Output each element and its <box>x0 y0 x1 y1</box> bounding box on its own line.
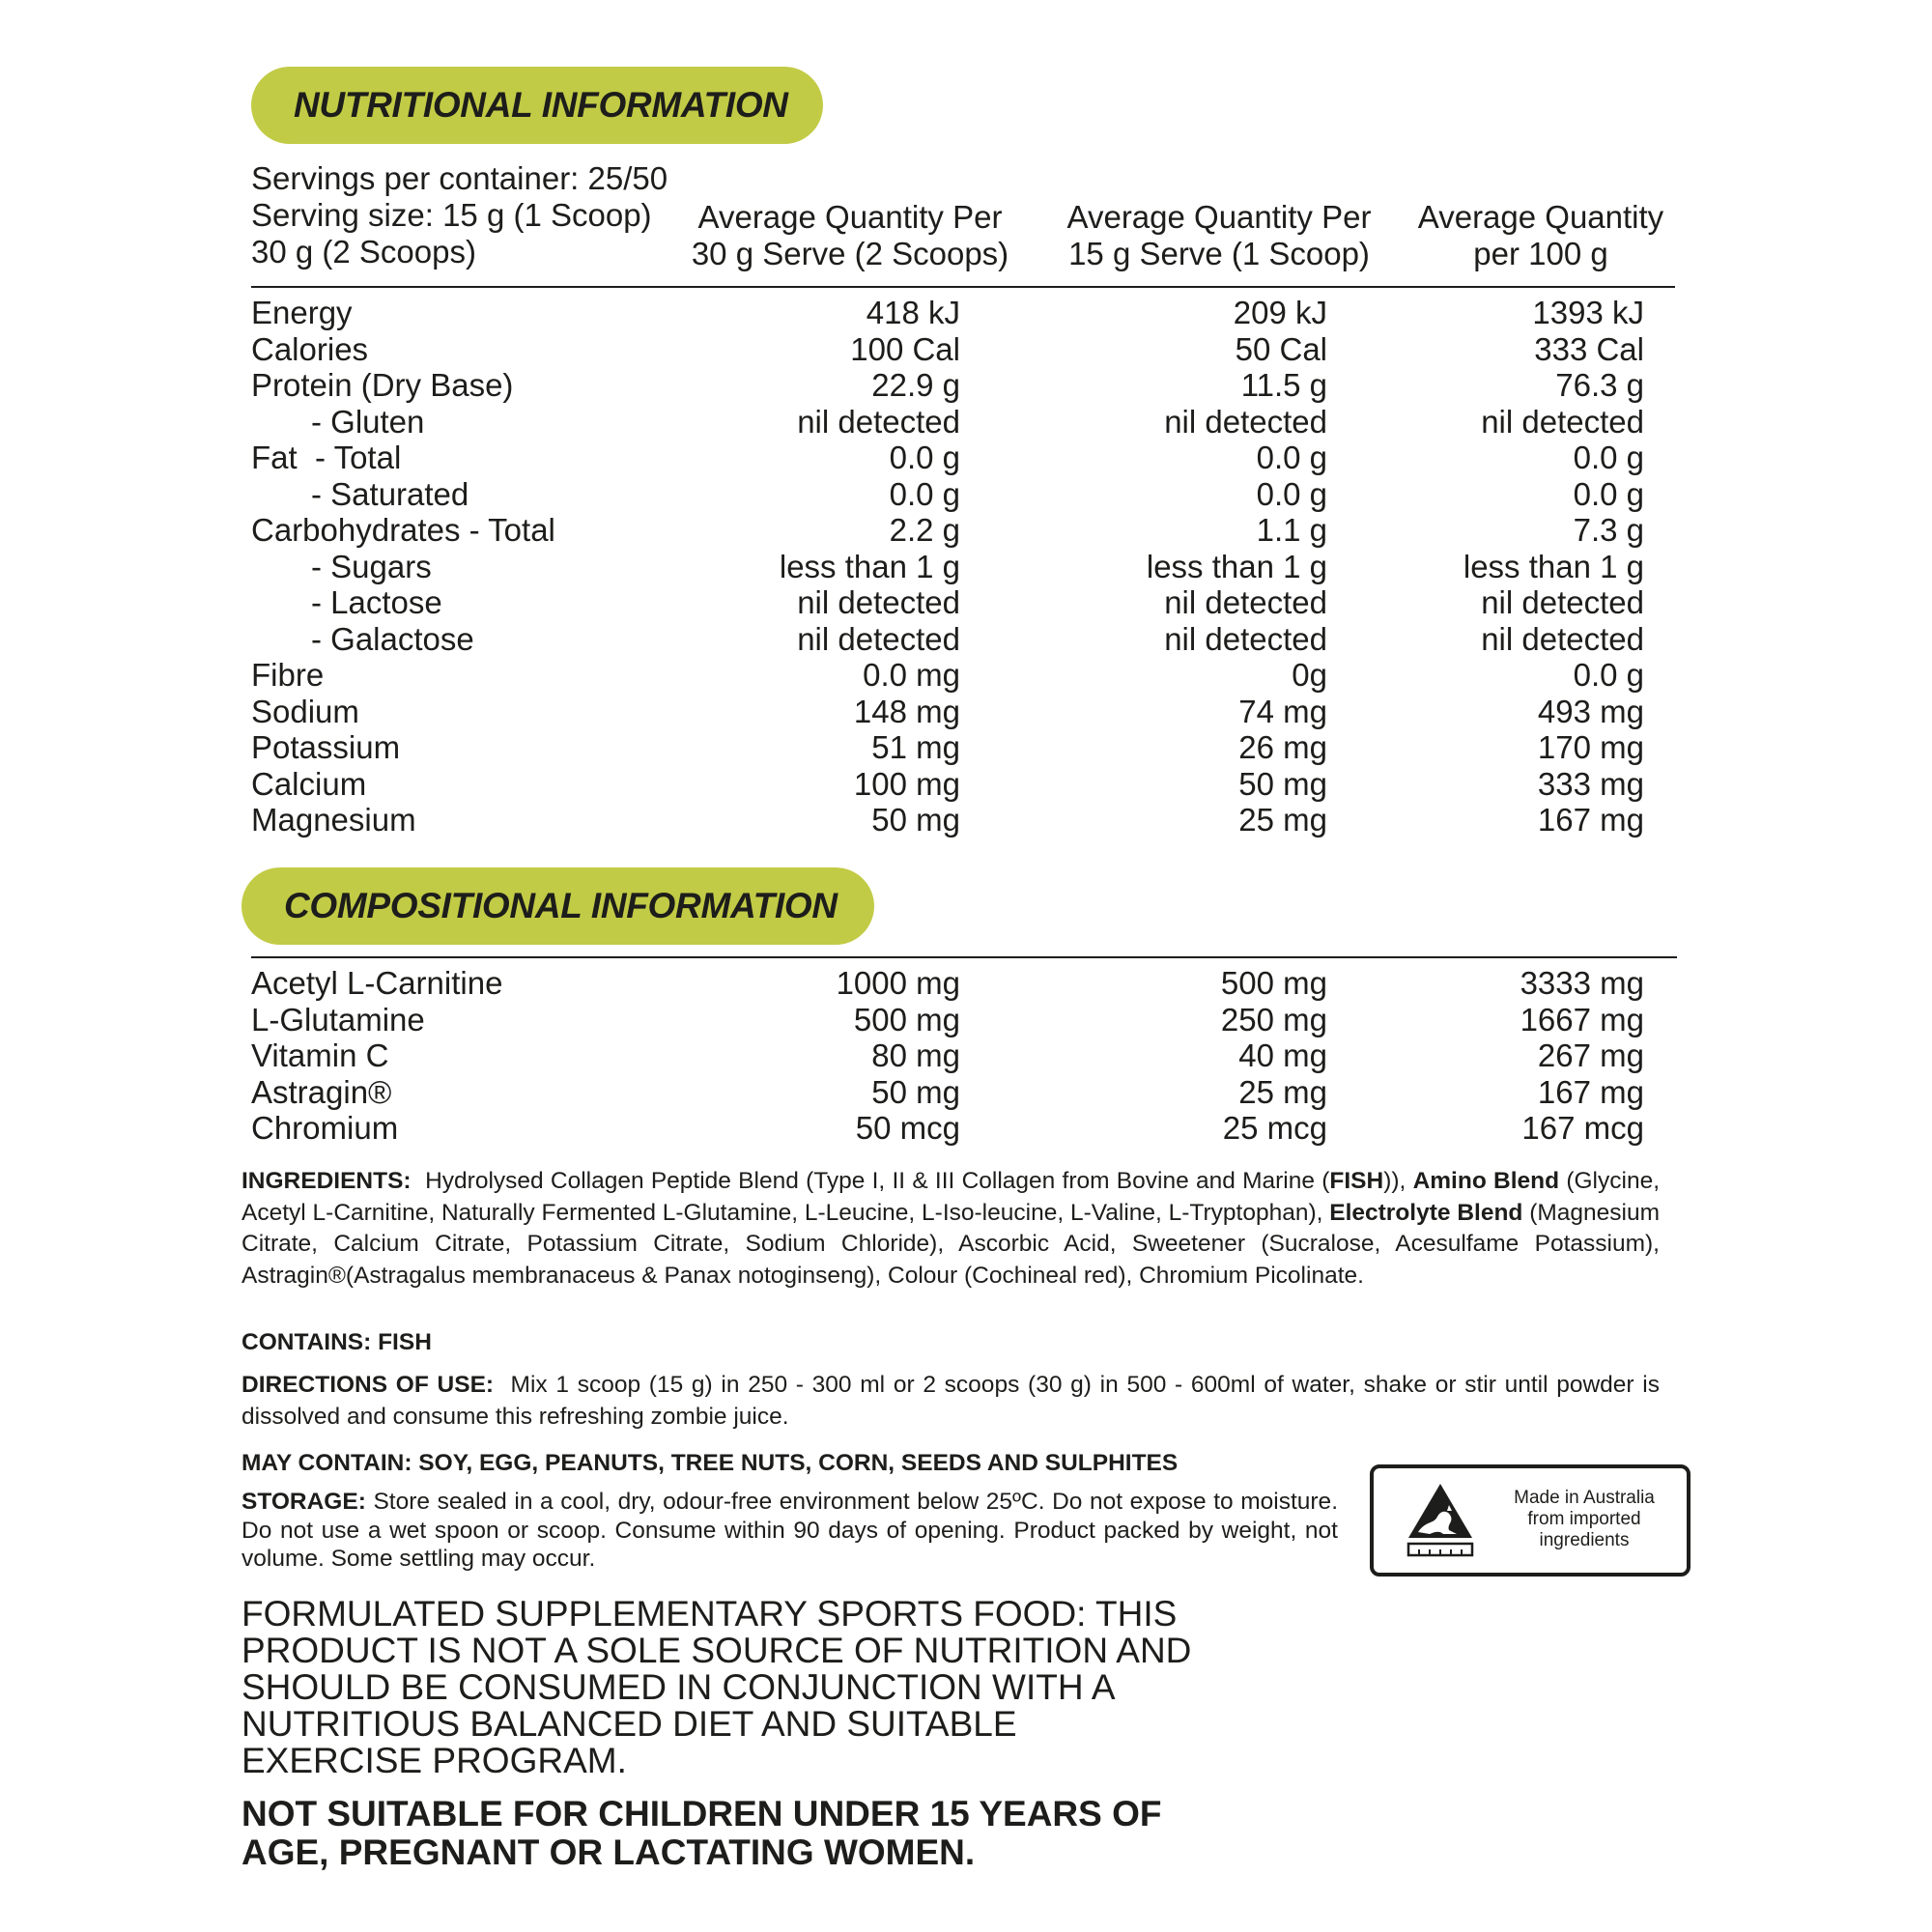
storage-body: Store sealed in a cool, dry, odour-free environment below 25ºC. Do not expose to moisture. Do not use a wet spoon or scoop. Consume within 90 days of opening. Product packed by weight, not volume. Some settling may occur. <box>242 1489 1338 1572</box>
row-value-15g: 0.0 g <box>1256 440 1327 475</box>
ingredients-label: INGREDIENTS: <box>242 1168 412 1194</box>
row-value-15g: 25 mcg <box>1222 1110 1327 1146</box>
directions-text <box>242 1370 1666 1433</box>
row-value-100g: 170 mg <box>1537 729 1644 765</box>
row-value-30g: 100 mg <box>853 765 960 802</box>
row-value-15g: nil detected <box>1164 584 1327 620</box>
row-value-30g: 50 mg <box>871 1073 960 1110</box>
storage-text <box>242 1488 1338 1574</box>
row-label: Carbohydrates - Total <box>251 512 555 548</box>
row-value-100g: 167 mg <box>1537 1073 1644 1110</box>
allergen-fish: FISH <box>1329 1168 1384 1194</box>
ingredients-part: )), <box>1383 1168 1413 1194</box>
row-value-30g: less than 1 g <box>779 548 960 584</box>
row-value-30g: 51 mg <box>871 729 960 765</box>
electrolyte-blend-label: Electrolyte Blend <box>1329 1199 1523 1226</box>
ingredients-part: Hydrolysed Collagen Peptide Blend (Type I, II & III Collagen from Bovine and Marine ( <box>411 1168 1330 1194</box>
row-value-15g: 0g <box>1292 657 1327 693</box>
row-value-100g: 7.3 g <box>1573 512 1644 548</box>
australian-made-kangaroo-icon <box>1405 1482 1476 1559</box>
storage-label: STORAGE: <box>242 1489 366 1515</box>
row-value-15g: 26 mg <box>1238 729 1327 765</box>
ingredients-part: (Magnesium Citrate, Calcium Citrate, Potassium Citrate, Sodium Chloride), Ascorbic Acid, Sweetener (Sucralose, Acesulfame Potassium), Astragin®(Astragalus membranaceus & Panax notoginseng), Colour (Cochineal red), Chromium Picolinate. <box>242 1199 1661 1289</box>
table-row <box>0 1002 1932 1038</box>
table-row <box>0 367 1932 404</box>
row-value-30g: 80 mg <box>871 1037 960 1073</box>
row-value-30g: nil detected <box>797 584 960 620</box>
table-row <box>0 440 1932 476</box>
table-row <box>0 621 1932 658</box>
row-value-100g: nil detected <box>1481 403 1644 440</box>
row-label: - Gluten <box>311 403 425 440</box>
nutritional-information-heading: NUTRITIONAL INFORMATION <box>251 67 823 144</box>
amino-blend-label: Amino Blend <box>1412 1168 1560 1194</box>
table-row <box>0 965 1932 1002</box>
row-label: Chromium <box>251 1110 399 1146</box>
table-row <box>0 404 1932 440</box>
row-value-15g: 40 mg <box>1238 1037 1327 1073</box>
contains-statement: CONTAINS: FISH <box>242 1329 432 1355</box>
row-value-15g: nil detected <box>1164 620 1327 657</box>
row-value-30g: 0.0 g <box>889 440 960 475</box>
row-value-30g: 22.9 g <box>871 367 960 403</box>
ingredients-text <box>242 1166 1660 1292</box>
row-value-15g: 1.1 g <box>1256 512 1327 548</box>
row-value-100g: 1667 mg <box>1520 1001 1644 1037</box>
row-label: Calcium <box>251 765 367 802</box>
row-value-30g: 418 kJ <box>866 295 960 330</box>
table-divider <box>251 286 1675 288</box>
not-suitable-warning: NOT SUITABLE FOR CHILDREN UNDER 15 YEARS OF AGE, PREGNANT OR LACTATING WOMEN. <box>242 1794 1162 1872</box>
row-label: Calories <box>251 330 369 367</box>
row-value-15g: 0.0 g <box>1256 475 1327 512</box>
row-value-30g: nil detected <box>797 620 960 657</box>
row-value-100g: 493 mg <box>1537 693 1644 729</box>
row-value-30g: 148 mg <box>853 693 960 729</box>
row-value-15g: 25 mg <box>1238 1073 1327 1110</box>
row-value-100g: 167 mcg <box>1521 1110 1644 1146</box>
row-label: Energy <box>251 295 353 330</box>
row-label: L-Glutamine <box>251 1001 425 1037</box>
table-row <box>0 549 1932 585</box>
row-value-100g: 0.0 g <box>1573 440 1644 475</box>
row-value-15g: 209 kJ <box>1233 295 1327 330</box>
row-value-100g: 0.0 g <box>1573 657 1644 693</box>
servings-per-container: Servings per container: 25/50 <box>251 160 668 196</box>
table-row <box>0 802 1932 838</box>
row-label: Astragin® <box>251 1073 392 1110</box>
row-label: - Lactose <box>311 584 442 620</box>
table-row <box>0 1037 1932 1074</box>
table-row <box>0 657 1932 694</box>
row-value-100g: nil detected <box>1481 584 1644 620</box>
row-value-30g: 50 mcg <box>855 1110 960 1146</box>
row-label: Vitamin C <box>251 1037 389 1073</box>
table-row <box>0 729 1932 766</box>
row-value-30g: 100 Cal <box>850 330 960 367</box>
row-value-15g: 25 mg <box>1238 802 1327 838</box>
row-value-100g: 267 mg <box>1537 1037 1644 1073</box>
column-header-15g: Average Quantity Per 15 g Serve (1 Scoop) <box>1066 199 1372 271</box>
table-row <box>0 1110 1932 1147</box>
column-header-100g: Average Quantity per 100 g <box>1417 199 1664 271</box>
table-divider <box>251 956 1677 958</box>
row-label: - Saturated <box>311 475 469 512</box>
made-in-australia-text: Made in Australia from imported ingredients <box>1514 1488 1655 1550</box>
table-row <box>0 295 1932 331</box>
row-value-30g: nil detected <box>797 403 960 440</box>
serving-size-line2: 30 g (2 Scoops) <box>251 234 476 270</box>
table-row <box>0 766 1932 803</box>
row-value-15g: 500 mg <box>1220 965 1327 1001</box>
table-row <box>0 584 1932 621</box>
row-value-15g: 50 mg <box>1238 765 1327 802</box>
row-value-30g: 2.2 g <box>889 512 960 548</box>
row-label: Protein (Dry Base) <box>251 367 514 403</box>
row-value-15g: 74 mg <box>1238 693 1327 729</box>
row-value-15g: 250 mg <box>1220 1001 1327 1037</box>
may-contain-statement: MAY CONTAIN: SOY, EGG, PEANUTS, TREE NUTS, CORN, SEEDS AND SULPHITES <box>242 1450 1179 1476</box>
row-value-100g: 0.0 g <box>1573 475 1644 512</box>
row-value-15g: nil detected <box>1164 403 1327 440</box>
row-value-30g: 500 mg <box>853 1001 960 1037</box>
row-label: Magnesium <box>251 802 416 838</box>
row-label: - Sugars <box>311 548 432 584</box>
row-value-15g: 11.5 g <box>1240 367 1327 403</box>
row-value-100g: 3333 mg <box>1520 965 1644 1001</box>
row-value-30g: 1000 mg <box>836 965 960 1001</box>
row-label: - Galactose <box>311 620 474 657</box>
row-value-100g: 333 mg <box>1537 765 1644 802</box>
row-label: Potassium <box>251 729 401 765</box>
row-value-100g: nil detected <box>1481 620 1644 657</box>
column-header-30g: Average Quantity Per 30 g Serve (2 Scoops) <box>691 199 1009 271</box>
table-row <box>0 694 1932 730</box>
row-label: Fibre <box>251 657 325 693</box>
directions-label: DIRECTIONS OF USE: <box>242 1372 495 1398</box>
table-row <box>0 331 1932 368</box>
compositional-information-heading: COMPOSITIONAL INFORMATION <box>242 867 874 945</box>
ingredients-part: (Glycine, Acetyl L-Carnitine, Naturally Fermented L-Glutamine, L-Leucine, L-Iso-leucine, L-Valine, L-Tryptophan), <box>242 1168 1661 1226</box>
row-value-30g: 50 mg <box>871 802 960 838</box>
serving-size-line1: Serving size: 15 g (1 Scoop) <box>251 197 652 233</box>
row-label: Fat - Total <box>251 440 402 475</box>
row-value-100g: 76.3 g <box>1555 367 1644 403</box>
row-value-100g: 1393 kJ <box>1532 295 1644 330</box>
row-label: Sodium <box>251 693 359 729</box>
row-value-100g: 333 Cal <box>1534 330 1644 367</box>
row-value-30g: 0.0 mg <box>863 657 960 693</box>
row-value-100g: 167 mg <box>1537 802 1644 838</box>
directions-body: Mix 1 scoop (15 g) in 250 - 300 ml or 2 scoops (30 g) in 500 - 600ml of water, shake or stir until powder is dissolved and consume this refreshing zombie juice. <box>242 1372 1666 1430</box>
table-row <box>0 512 1932 549</box>
row-value-100g: less than 1 g <box>1463 548 1644 584</box>
row-label: Acetyl L-Carnitine <box>251 965 503 1001</box>
row-value-30g: 0.0 g <box>889 475 960 512</box>
row-value-15g: 50 Cal <box>1235 330 1327 367</box>
table-row <box>0 476 1932 513</box>
row-value-15g: less than 1 g <box>1146 548 1327 584</box>
table-row <box>0 1074 1932 1111</box>
formulated-food-warning: FORMULATED SUPPLEMENTARY SPORTS FOOD: THIS PRODUCT IS NOT A SOLE SOURCE OF NUTRITION AND SHOULD BE CONSUMED IN CONJUNCTION WITH A NUTRITIOUS BALANCED DIET AND SUITABLE EXERCISE PROGRAM. <box>242 1594 1192 1780</box>
made-in-australia-badge <box>1370 1464 1690 1577</box>
